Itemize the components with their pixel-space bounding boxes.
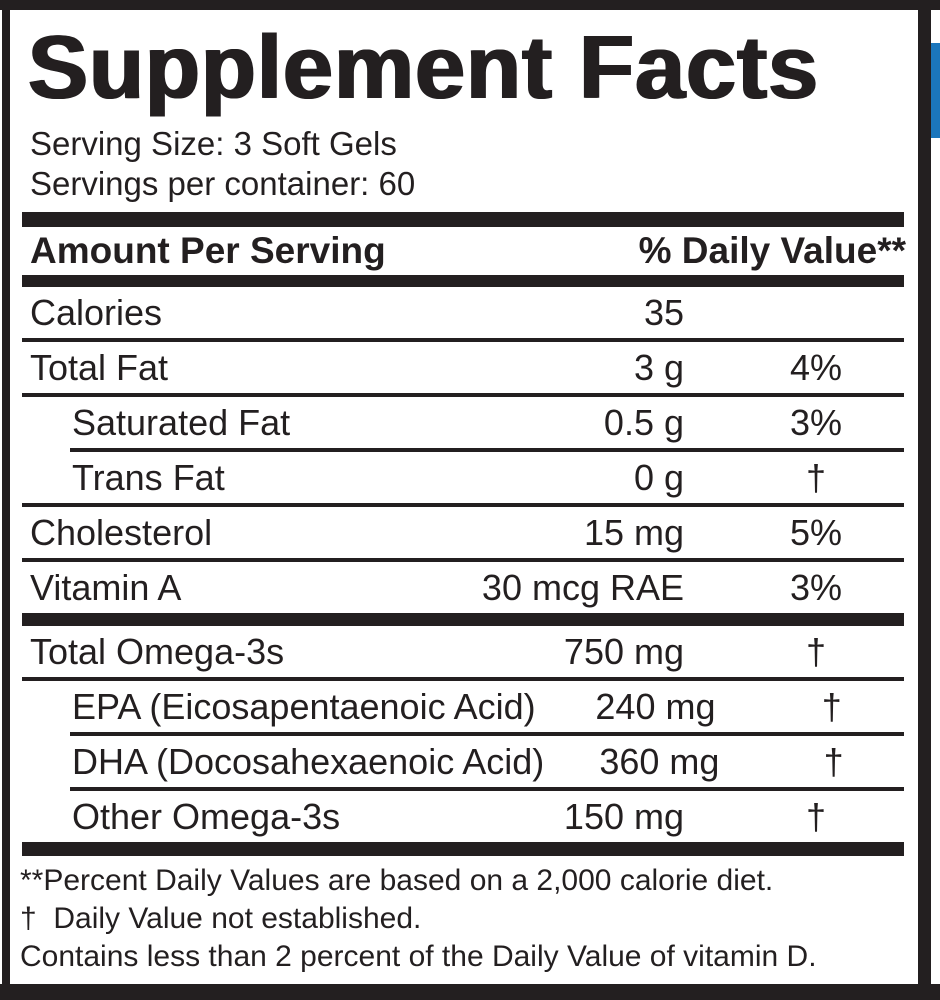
table-row-total-omega-3s <box>20 626 906 677</box>
nutrient-name: Cholesterol <box>30 511 213 553</box>
label-bottom-border <box>0 984 940 1000</box>
divider-thick <box>22 212 904 227</box>
nutrient-amount: 15 mg <box>583 511 684 553</box>
nutrient-dv: † <box>805 456 827 498</box>
divider-thick <box>22 613 904 626</box>
label-content <box>10 10 918 984</box>
nutrient-name: Calories <box>30 291 163 333</box>
table-row-trans-fat <box>20 452 906 503</box>
label-left-border <box>2 8 10 986</box>
footnotes-section <box>20 862 906 976</box>
footnote-daily-values: **Percent Daily Values are based on a 2,000 calorie diet. <box>20 864 774 897</box>
nutrient-amount: 35 <box>643 291 684 333</box>
table-row-other-omega-3s <box>20 791 906 842</box>
nutrient-dv: 3% <box>789 566 843 608</box>
table-row-epa <box>20 681 906 732</box>
table-header-row <box>20 227 906 275</box>
blue-accent-strip <box>931 43 940 138</box>
nutrient-amount: 240 mg <box>595 685 716 727</box>
nutrient-name: Saturated Fat <box>72 401 291 443</box>
nutrient-amount: 150 mg <box>563 795 684 837</box>
label-title: Supplement Facts <box>28 18 820 118</box>
nutrient-amount: 360 mg <box>599 740 720 782</box>
table-row-saturated-fat <box>20 397 906 448</box>
table-row-total-fat <box>20 342 906 393</box>
nutrient-dv: † <box>821 685 842 727</box>
amount-per-serving-header: Amount Per Serving <box>30 230 386 271</box>
nutrient-dv: † <box>805 630 827 672</box>
nutrient-amount: 3 g <box>633 346 684 388</box>
nutrient-dv: † <box>805 795 827 837</box>
nutrient-dv: 5% <box>789 511 843 553</box>
nutrient-name: EPA (Eicosapentaenoic Acid) <box>72 685 536 727</box>
nutrient-name: Vitamin A <box>30 566 182 608</box>
divider-thick <box>22 842 904 856</box>
nutrient-amount: 750 mg <box>563 630 684 672</box>
table-row-calories <box>20 287 906 338</box>
nutrient-dv: 3% <box>789 401 843 443</box>
table-row-cholesterol <box>20 507 906 558</box>
nutrient-name: Trans Fat <box>72 456 225 498</box>
nutrient-name: Total Fat <box>30 346 169 388</box>
serving-size-text: Serving Size: 3 Soft Gels <box>30 125 397 162</box>
servings-per-container-text: Servings per container: 60 <box>30 165 416 202</box>
nutrient-amount: 0 g <box>633 456 684 498</box>
nutrient-name: Other Omega-3s <box>72 795 341 837</box>
divider-thick <box>22 275 904 287</box>
nutrient-name: DHA (Docosahexaenoic Acid) <box>72 740 545 782</box>
nutrient-dv: † <box>823 740 844 782</box>
footnote-dagger: † Daily Value not established. <box>20 902 422 935</box>
table-row-dha <box>20 736 906 787</box>
nutrient-dv: 4% <box>789 346 843 388</box>
footnote-vitamin-d: Contains less than 2 percent of the Daily Value of vitamin D. <box>20 940 817 973</box>
label-top-border <box>0 0 940 10</box>
daily-value-header: % Daily Value** <box>638 230 906 271</box>
label-right-border <box>918 8 931 986</box>
nutrient-name: Total Omega-3s <box>30 630 285 672</box>
nutrient-amount: 0.5 g <box>603 401 684 443</box>
table-row-vitamin-a <box>20 562 906 613</box>
nutrient-amount: 30 mcg RAE <box>481 566 684 608</box>
